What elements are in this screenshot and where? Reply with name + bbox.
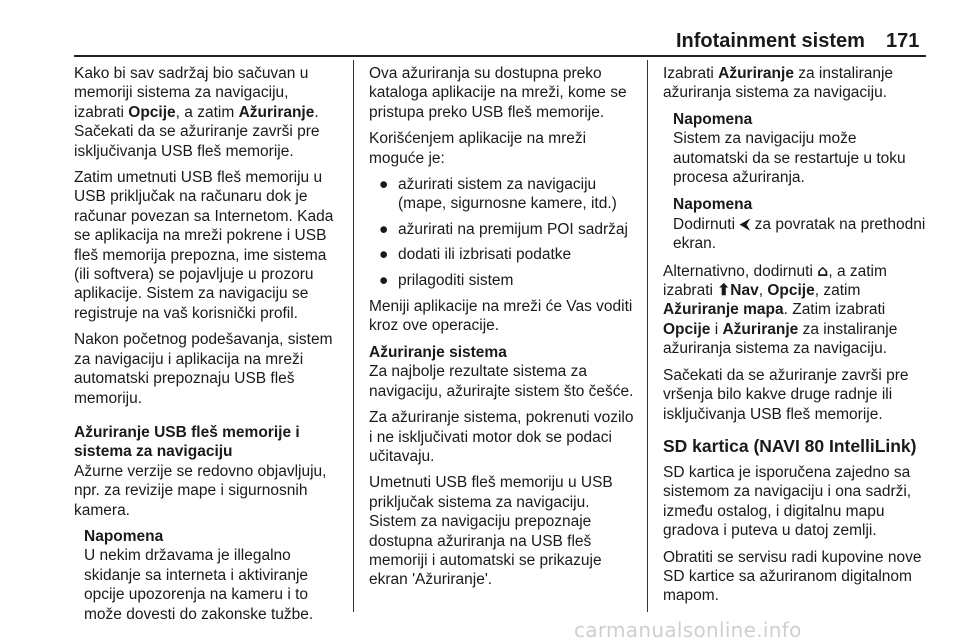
paragraph: Ova ažuriranja su dostupna preko kataloga aplikacije na mreži, kome se pristupa preko USB fleš memorije. <box>369 65 627 121</box>
paragraph: SD kartica je isporučena zajedno sa sistemom za navigaciju i ona sadrži, između ostalog, i digitalnu mapu gradova i puteva u datoj zemlji. <box>663 463 912 540</box>
paragraph: Meniji aplikacije na mreži će Vas voditi kroz ove operacije. <box>369 298 633 335</box>
paragraph: Korišćenjem aplikacije na mreži moguće je: <box>369 130 587 167</box>
list-item: ● prilagoditi sistem <box>379 271 514 289</box>
header-rule <box>74 55 926 57</box>
paragraph: Sačekati da se ažuriranje završi pre vršenja bilo kakve druge radnje ili isključivanja USB fleš memorije. <box>663 366 909 423</box>
ui-term: Ažuriranje <box>718 65 794 82</box>
paragraph: Alternativno, dodirnuti ⌂, a zatim izabrati ⬆Nav, Opcije, zatim Ažuriranje mapa. Zatim izabrati Opcije i Ažuriranje za instaliranje ažuriranja sistema za navigaciju. <box>663 261 898 358</box>
note-text: Sistem za navigaciju može automatski da se restartuje u toku procesa ažuriranja. <box>673 130 906 187</box>
bullet-icon: ● <box>379 271 389 289</box>
paragraph: Kako bi sav sadržaj bio sačuvan u memoriji sistema za navigaciju, izabrati Opcije, a zatim Ažuriranje. Sačekati da se ažuriranje završi pre isključivanja USB fleš memorije. <box>74 65 320 160</box>
note-text: Dodirnuti ⮜ za povratak na prethodni ekran. <box>673 214 926 253</box>
ui-term: Opcije <box>663 320 711 338</box>
paragraph: Umetnuti USB fleš memoriju u USB priključak sistema za navigaciju. Sistem za navigaciju prepoznaje dostupna ažuriranja na USB fleš memoriji i automatski se prikazuje ekran 'Ažuriranje'. <box>369 474 613 589</box>
ui-term: Opcije <box>128 103 176 121</box>
note-title: Napomena <box>673 196 753 214</box>
note-box <box>673 195 926 253</box>
column-divider <box>647 60 648 612</box>
paragraph: Nakon početnog podešavanja, sistem za navigaciju i aplikacija na mreži automatski prepoznaju USB fleš memoriju. <box>74 331 333 407</box>
ui-term: Ažuriranje mapa <box>663 301 784 319</box>
bullet-icon: ● <box>379 246 389 264</box>
list-item: ● dodati ili izbrisati podatke <box>379 246 572 264</box>
note-box <box>84 527 342 624</box>
bullet-icon: ● <box>379 176 389 194</box>
section-heading: Ažuriranje sistema <box>369 343 507 361</box>
note-text: U nekim državama je illegalno skidanje sa interneta i aktiviranje opcije upozorenja na kameru i to može dovesti do zakonske tužbe. <box>84 547 314 623</box>
paragraph: Ažurne verzije se redovno objavljuju, npr. za revizije mape i sigurnosnih kamera. <box>74 462 327 519</box>
bullet-icon: ● <box>379 220 389 238</box>
page-title: Infotainment sistem <box>676 30 865 52</box>
paragraph: Za ažuriranje sistema, pokrenuti vozilo i ne isključivati motor dok se podaci učitavaju. <box>369 409 634 465</box>
paragraph: Izabrati Ažuriranje za instaliranje ažuriranja sistema za navigaciju. <box>663 65 894 102</box>
column-2 <box>369 64 637 597</box>
ui-term: Opcije <box>767 282 815 300</box>
column-divider <box>353 60 354 612</box>
ui-term: Ažuriranje <box>238 103 315 121</box>
note-title: Napomena <box>673 110 753 128</box>
back-arrow-icon: ⮜ <box>739 214 751 233</box>
column-1 <box>74 64 342 632</box>
paragraph: Za najbolje rezultate sistema za navigaciju, ažurirajte sistem što češće. <box>369 363 634 400</box>
page-number: 171 <box>886 30 920 52</box>
note-box <box>673 110 926 188</box>
home-icon: ⌂ <box>817 261 829 280</box>
watermark: carmanualsonline.info <box>574 618 802 642</box>
list-item: ● ažurirati sistem za navigaciju (mape, sigurnosne kamere, itd.) <box>379 176 617 213</box>
page-header <box>0 0 960 56</box>
subsection-heading: SD kartica (NAVI 80 IntelliLink) <box>663 435 917 456</box>
nav-icon-term: ⬆Nav <box>717 282 759 300</box>
ui-term: Ažuriranje <box>722 320 799 338</box>
note-title: Napomena <box>84 527 164 545</box>
column-3 <box>663 64 926 613</box>
section-heading: Ažuriranje USB fleš memorije i sistema za navigaciju <box>74 423 300 461</box>
paragraph: Zatim umetnuti USB fleš memoriju u USB priključak na računaru dok je računar povezan sa Internetom. Kada se aplikacija na mreži pokrene i USB fleš memorija prepozna, ime sistema (ili softvera) se pojavljuje u prozoru aplikacije. Sistem za navigaciju se registruje na vaš korisnički profil. <box>74 169 334 322</box>
list-item: ● ažurirati na premijum POI sadržaj <box>379 220 628 238</box>
bullet-list <box>369 175 637 290</box>
paragraph: Obratiti se servisu radi kupovine nove SD kartice sa ažuriranom digitalnom mapom. <box>663 548 922 605</box>
